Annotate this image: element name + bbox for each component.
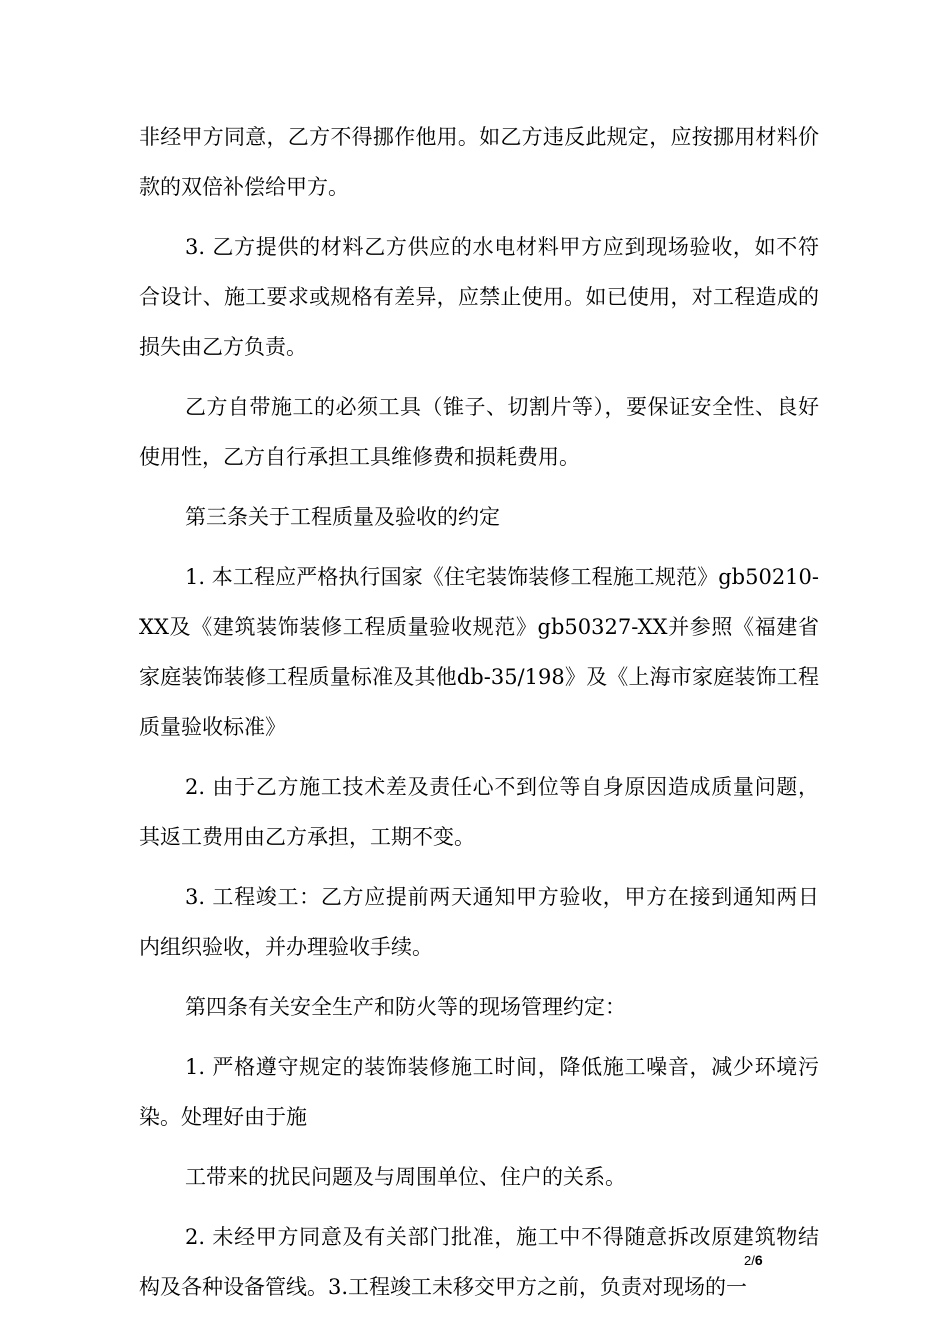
paragraph-completion: 3. 工程竣工：乙方应提前两天通知甲方验收，甲方在接到通知两日内组织验收，并办理验收手续。 [139, 885, 819, 959]
paragraph-structure: 2. 未经甲方同意及有关部门批准，施工中不得随意拆改原建筑物结构及各种设备管线。3.工程竣工未移交甲方之前，负责对现场的一 [139, 1225, 819, 1299]
document-body [139, 112, 819, 1312]
paragraph-construction-time: 1. 严格遵守规定的装饰装修施工时间，降低施工噪音，减少环境污染。处理好由于施 [139, 1055, 819, 1129]
paragraph-neighbors: 工带来的扰民问题及与周围单位、住户的关系。 [185, 1165, 626, 1189]
page-number [744, 1252, 763, 1268]
paragraph-clause-3: 3. 乙方提供的材料乙方供应的水电材料甲方应到现场验收，如不符合设计、施工要求或规格有差异，应禁止使用。如已使用，对工程造成的损失由乙方负责。 [139, 235, 819, 359]
paragraph-rework: 2. 由于乙方施工技术差及责任心不到位等自身原因造成质量问题，其返工费用由乙方承担，工期不变。 [139, 775, 819, 849]
page-number-total: 6 [754, 1252, 763, 1268]
article-4-heading: 第四条有关安全生产和防火等的现场管理约定： [185, 995, 626, 1019]
article-3-heading: 第三条关于工程质量及验收的约定 [185, 505, 500, 529]
paragraph-quality-standards: 1. 本工程应严格执行国家《住宅装饰装修工程施工规范》gb50210-XX及《建筑装饰装修工程质量验收规范》gb50327-XX并参照《福建省家庭装饰装修工程质量标准及其他db-35/198》及《上海市家庭装饰工程质量验收标准》 [139, 565, 819, 739]
paragraph-tools: 乙方自带施工的必须工具（锥子、切割片等），要保证安全性、良好使用性，乙方自行承担工具维修费和损耗费用。 [139, 395, 819, 469]
paragraph-continuation: 非经甲方同意，乙方不得挪作他用。如乙方违反此规定，应按挪用材料价款的双倍补偿给甲方。 [139, 125, 819, 199]
page-number-current: 2/ [744, 1253, 755, 1268]
